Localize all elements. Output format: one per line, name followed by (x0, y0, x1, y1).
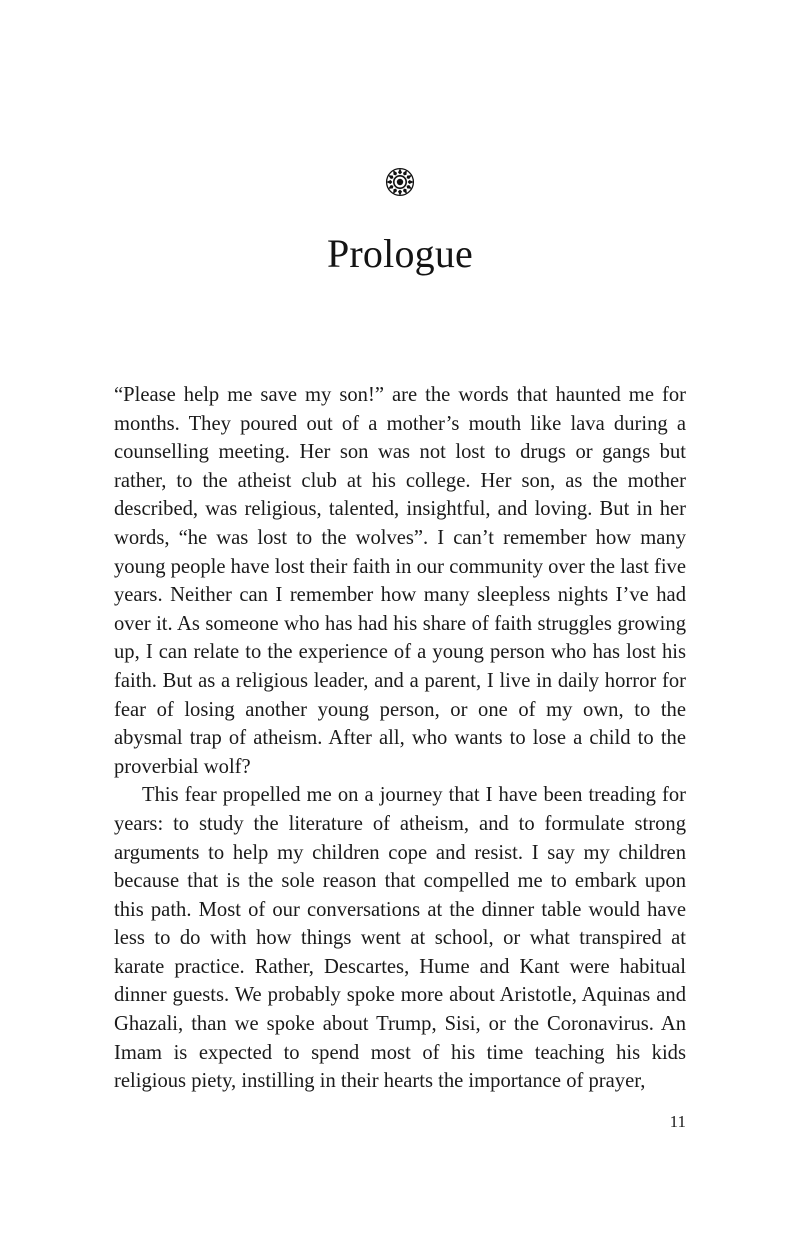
rosette-ornament-icon (114, 160, 686, 208)
body-text (114, 381, 686, 1096)
page-number: 11 (669, 1112, 686, 1131)
chapter-title: Prologue (326, 231, 474, 276)
paragraph: “Please help me save my son!” are the words that haunted me for months. They poured out of a mother’s mouth like lava during a counselling meeting. Her son was not lost to drugs or gangs but rather, to the atheist club at his college. Her son, as the mother described, was religious, talented, insightful, and loving. But in her words, “he was lost to the wolves”. I can’t remember how many young people have lost their faith in our community over the last five years. Neither can I remember how many sleepless nights I’ve had over it. As someone who has had his share of faith struggles growing up, I can relate to the experience of a young person who has lost his faith. But as a religious leader, and a parent, I live in daily horror for fear of losing another young person, or one of my own, to the abysmal trap of atheism. After all, who wants to lose a child to the proverbial wolf? (114, 384, 686, 778)
page-content (114, 0, 686, 1096)
paragraph: This fear propelled me on a journey that I have been treading for years: to study the literature of atheism, and to formulate strong arguments to help my children cope and resist. I say my children because that is the sole reason that compelled me to embark upon this path. Most of our conversations at the dinner table would have less to do with how things went at school, or what transpired at karate practice. Rather, Descartes, Hume and Kant were habitual dinner guests. We probably spoke more about Aristotle, Aquinas and Ghazali, than we spoke about Trump, Sisi, or the Coronavirus. An Imam is expected to spend most of his time teaching his kids religious piety, instilling in their hearts the importance of prayer, (114, 784, 686, 1093)
